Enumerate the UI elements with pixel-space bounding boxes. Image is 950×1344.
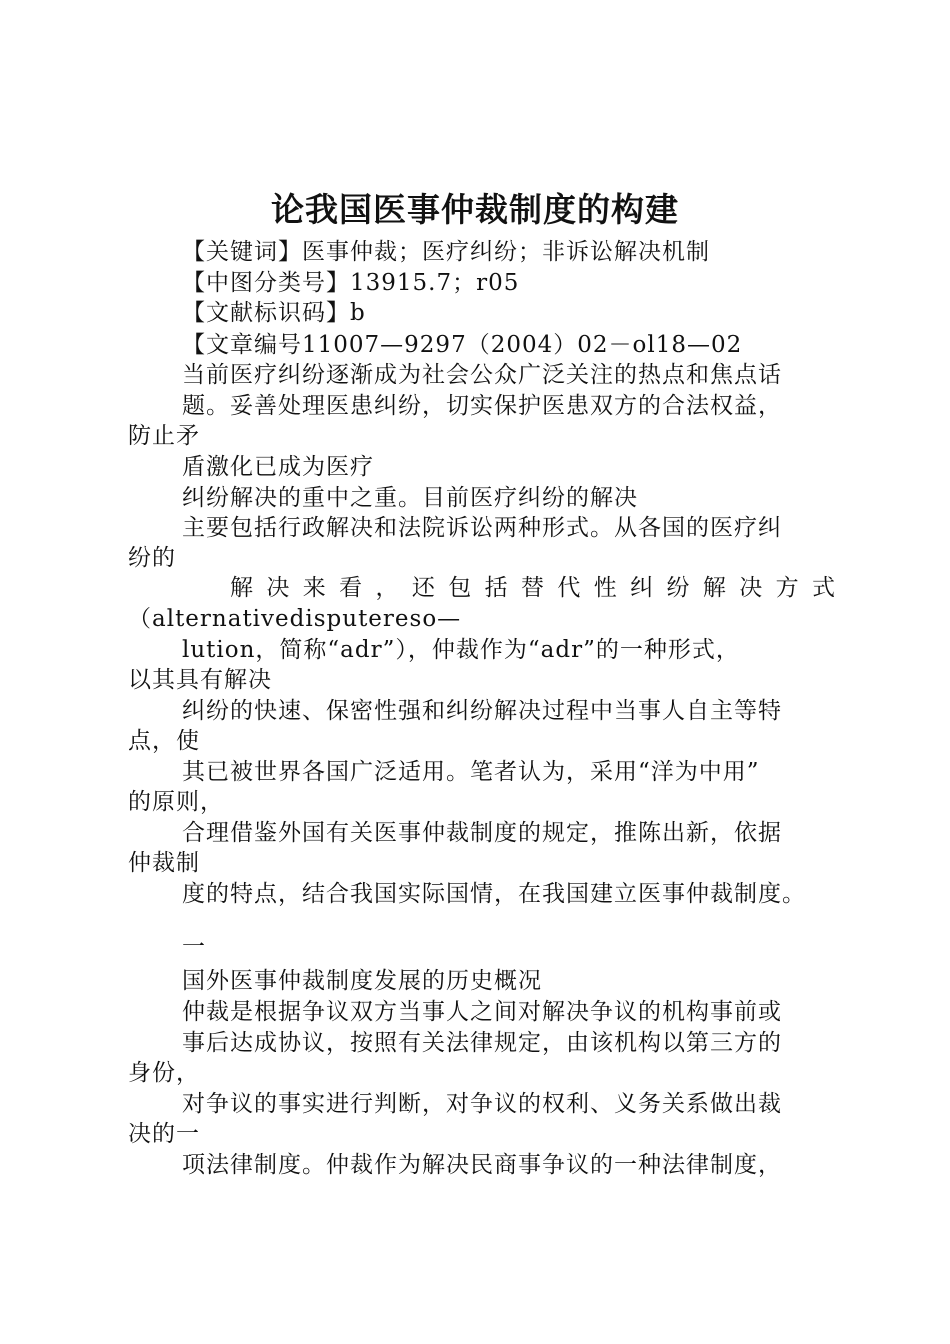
body-line: 纠纷的快速、保密性强和纠纷解决过程中当事人自主等特	[182, 698, 782, 724]
body-line: 纠纷解决的重中之重。目前医疗纠纷的解决	[182, 485, 638, 511]
article-number-line: 【文章编号11007—9297（2004）02－ol18—02	[182, 332, 743, 358]
document-code-line: 【文献标识码】b	[182, 300, 366, 326]
body-line: 题。妥善处理医患纠纷，切实保护医患双方的合法权益，	[182, 393, 782, 419]
body-line: 度的特点，结合我国实际国情，在我国建立医事仲裁制度。	[182, 881, 806, 907]
section-heading: 国外医事仲裁制度发展的历史概况	[182, 968, 542, 994]
body-line: lution，简称“adr”），仲裁作为“adr”的一种形式，	[182, 637, 740, 663]
body-line: 当前医疗纠纷逐渐成为社会公众广泛关注的热点和焦点话	[182, 362, 782, 388]
body-line: 合理借鉴外国有关医事仲裁制度的规定，推陈出新，依据	[182, 820, 782, 846]
body-line: 主要包括行政解决和法院诉讼两种形式。从各国的医疗纠	[182, 515, 782, 541]
keywords-line: 【关键词】医事仲裁；医疗纠纷；非诉讼解决机制	[182, 239, 710, 265]
body-line: 以其具有解决	[128, 667, 272, 693]
body-line: 事后达成协议，按照有关法律规定，由该机构以第三方的	[182, 1030, 782, 1056]
body-line: （alternativedisputereso—	[128, 606, 462, 632]
body-line: 防止矛	[128, 423, 200, 449]
clc-number-line: 【中图分类号】13915.7；r05	[182, 270, 520, 296]
body-line: 仲裁制	[128, 850, 200, 876]
body-line: 其已被世界各国广泛适用。笔者认为，采用“洋为中用”	[182, 759, 760, 785]
document-title: 论我国医事仲裁制度的构建	[271, 190, 679, 229]
body-line: 项法律制度。仲裁作为解决民商事争议的一种法律制度，	[182, 1152, 782, 1178]
body-line: 对争议的事实进行判断，对争议的权利、义务关系做出裁	[182, 1091, 782, 1117]
body-line: 点，使	[128, 728, 200, 754]
body-line: 纷的	[128, 545, 176, 571]
body-line: 身份，	[128, 1060, 200, 1086]
body-line: 解决来看，还包括替代性纠纷解决方式	[230, 575, 836, 601]
body-line: 盾激化已成为医疗	[182, 454, 374, 480]
body-line: 的原则，	[128, 789, 224, 815]
body-line: 决的一	[128, 1121, 200, 1147]
body-line: 仲裁是根据争议双方当事人之间对解决争议的机构事前或	[182, 999, 782, 1025]
section-number: 一	[182, 934, 206, 960]
